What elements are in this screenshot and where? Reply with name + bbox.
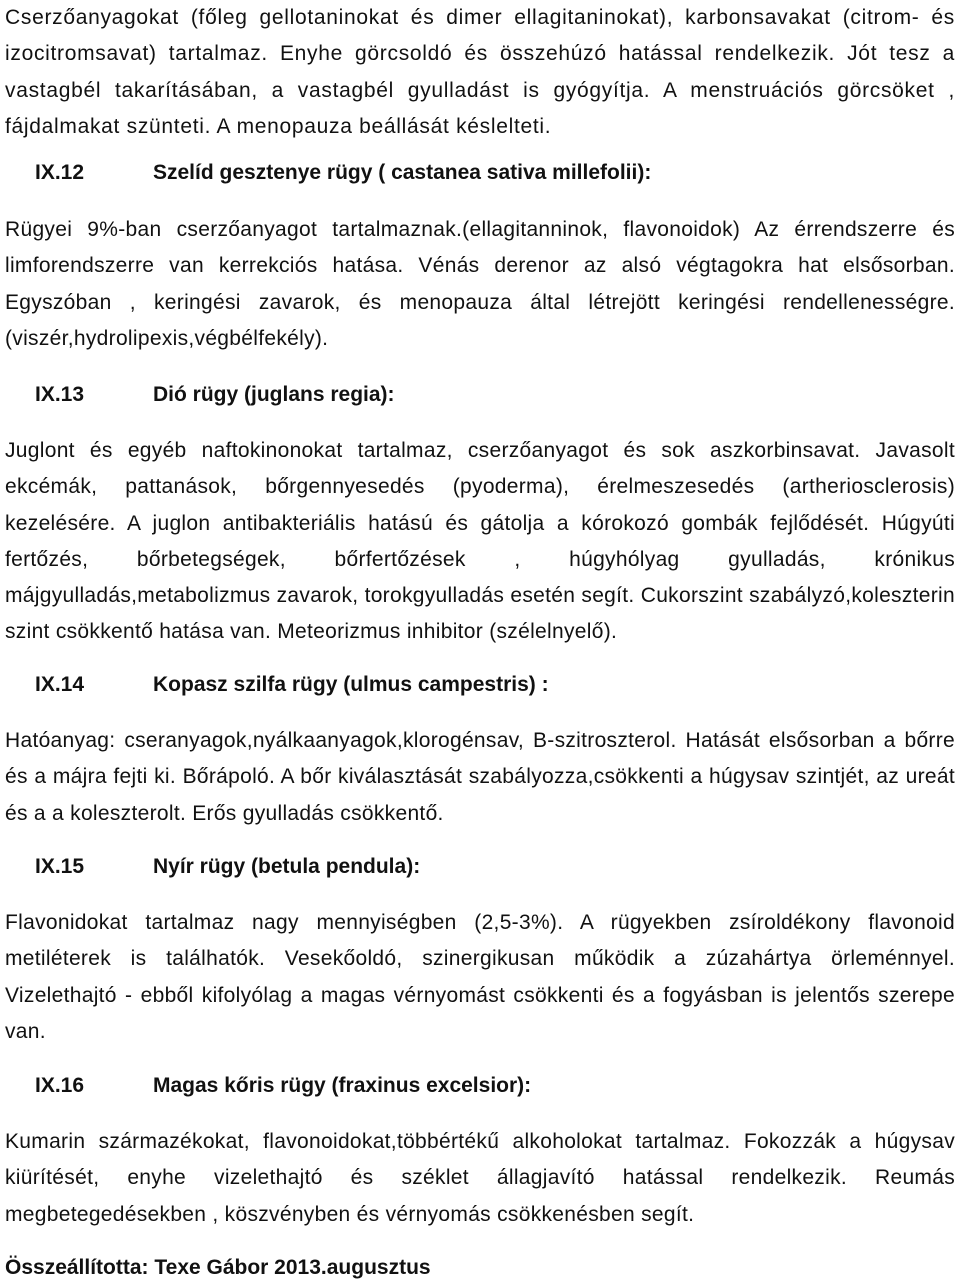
section-title: Kopasz szilfa rügy (ulmus campestris) : (153, 673, 549, 696)
section-body-ix13: Juglont és egyéb naftokinonokat tartalmaz, cserzőanyagot és sok aszkorbinsavat. Javasolt ekcémák, pattanások, bőrgennyesedés (pyoderma), érelmeszesedés (artheriosclerosis) kezelésére. A juglon antibakteriális hatású és gátolja a kórokozó gombák fejlődését. Húgyúti fertőzés, bőrbetegségek, bőrfertőzések , húgyhólyag gyulladás, krónikus májgyulladás,metabolizmus zavarok, torokgyulladás esetén segít. Cukorszint szabályzó,koleszterin szint csökkentő hatása van. Meteorizmus inhibitor (szélelnyelő). (5, 439, 955, 644)
section-body-ix15: Flavonidokat tartalmaz nagy mennyiségben (2,5-3%). A rügyekben zsíroldékony flavonoid metiléterek is találhatók. Vesekőoldó, szinergikusan működik a zúzahártya örleménnyel. Vizelethajtó - ebből kifolyólag a magas vérnyomást csökkenti és a fogyásban is jelentős szerepe van. (5, 911, 955, 1043)
section-number: IX.16 (35, 1074, 85, 1097)
section-title: Dió rügy (juglans regia): (153, 383, 395, 406)
section-number: IX.13 (35, 383, 85, 406)
intro-paragraph: Cserzőanyagokat (főleg gellotaninokat és dimer ellagitaninokat), karbonsavakat (citrom- és izocitromsavat) tartalmaz. Enyhe görcsoldó és összehúzó hatással rendelkezik. Jót tesz a vastagbél takarításában, a vastagbél gyulladást is gyógyítja. A menstruációs görcsöket , fájdalmakat szünteti. A menopauza beállását késlelteti. (5, 6, 955, 138)
section-body-ix12: Rügyei 9%-ban cserzőanyagot tartalmaznak.(ellagitanninok, flavonoidok) Az érrendszerre és limforendszerre van kerrekciós hatása. Vénás derenor az alsó végtagokra hat elsősorban. Egyszóban , keringési zavarok, és menopauza által létrejött keringési rendellenességre. (viszér,hydrolipexis,végbélfekély). (5, 218, 955, 350)
section-body-ix14: Hatóanyag: cseranyagok,nyálkaanyagok,klorogénsav, B-szitroszterol. Hatását elsősorban a bőrre és a májra fejti ki. Bőrápoló. A bőr kiválasztását szabályozza,csökkenti a húgysav szintjét, az ureát és a a koleszterolt. Erős gyulladás csökkentő. (5, 729, 955, 825)
section-title: Szelíd gesztenye rügy ( castanea sativa millefolii): (153, 161, 652, 184)
section-number: IX.12 (35, 161, 85, 184)
section-title: Magas kőris rügy (fraxinus excelsior): (153, 1074, 532, 1097)
section-number: IX.15 (35, 855, 85, 878)
section-title: Nyír rügy (betula pendula): (153, 855, 421, 878)
section-number: IX.14 (35, 673, 85, 696)
author-footer: Összeállította: Texe Gábor 2013.augusztus (5, 1256, 431, 1279)
section-heading-ix13 (0, 379, 960, 411)
section-heading-ix14 (0, 669, 960, 701)
section-heading-ix12 (0, 157, 960, 189)
section-heading-ix16 (0, 1070, 960, 1102)
section-heading-ix15 (0, 851, 960, 883)
section-body-ix16: Kumarin származékokat, flavonoidokat,többértékű alkoholokat tartalmaz. Fokozzák a húgysav kiürítését, enyhe vizelethajtó és széklet állagjavító hatással rendelkezik. Reumás megbetegedésekben , köszvényben és vérnyomás csökkenésben segít. (5, 1130, 955, 1226)
